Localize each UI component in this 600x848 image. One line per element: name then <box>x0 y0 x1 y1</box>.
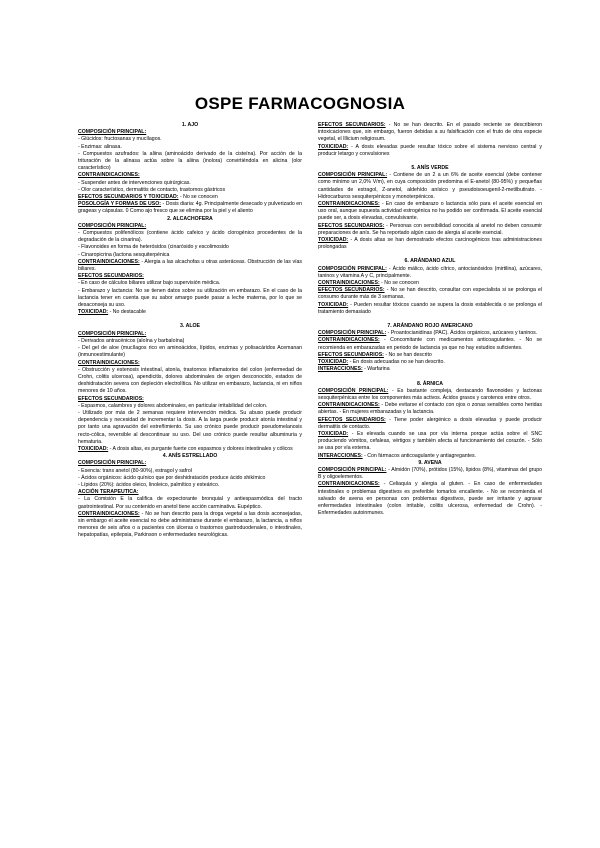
paragraph <box>78 309 302 316</box>
page-title: OSPE FARMACOGNOSIA <box>194 94 406 113</box>
field-text: - Tiene poder alergénico a dosis elevadas y puede producir dermatitis de contacto. <box>318 416 542 430</box>
paragraph <box>78 280 302 287</box>
field-text: - Personas con sensibilidad conocida al anetol no deben consumir preparaciones de anís. Se ha reportado algún caso de alergia al aceite esencial. <box>318 222 542 236</box>
section-heading: 7. ARÁNDANO ROJO AMERICANO <box>387 323 473 330</box>
paragraph <box>318 481 542 517</box>
paragraph <box>78 144 302 151</box>
paragraph <box>318 280 542 287</box>
field-text: - Celiaquía y alergia al gluten. - En caso de enfermedades intestinales o problemas digestivos es preferible tomarlos encallente. - No se recomienda el salvado de avena en personas con problemas digestivos, puede ser irritante y agravar enfermedades intestinales (colon irritable, colitis ulcerosa, enfermedad de Crohn). - Enfermedades autoinmunes. <box>318 481 542 517</box>
field-label: CONTRAINDICACIONES: <box>78 359 140 366</box>
paragraph <box>78 252 302 259</box>
paragraph <box>318 330 542 337</box>
field-text: - Warfarina <box>362 366 390 373</box>
field-text: - Utilizado por más de 2 semanas requiere intervención médica. Su abuso puede producir dependencia y necesidad de incrementar la dosis. A la larga puede producir atonía intestinal y por tanto una agravación del estreñimiento. Su uso crónico puede producir pseudomelanosis recto-cólica, reversible al descontinuar su uso. Del uso crónico puede resultar albuminuria y hematuria. <box>78 409 302 445</box>
field-label: TOXICIDAD: <box>318 359 349 366</box>
field-text: - Con fármacos anticoagulante y antiagregantes. <box>362 452 476 459</box>
paragraph <box>318 223 542 237</box>
field-text: - Obstrucción y estenosis intestinal, atonía, trastornos inflamatorios del colon (enfermedad de Crohn, colitis ulcerosa), apendicitis, dolores abdominales de origen desconocido, estados de deshidratación severa con depleción electrolítica. No utilizar en embarazo, lactancia, ni en niños menores de 10 años. <box>78 366 302 395</box>
field-text: - No se han descrito, consultar con especialista si se prolonga el consumo durante más de 3 semanas. <box>318 287 542 301</box>
field-label: TOXICIDAD: <box>78 445 109 452</box>
field-label: COMPOSICIÓN PRINCIPAL: <box>318 466 387 473</box>
paragraph <box>78 230 302 244</box>
paragraph <box>318 431 542 453</box>
paragraph <box>318 402 542 416</box>
field-label: COMPOSICIÓN PRINCIPAL: <box>78 460 147 467</box>
field-label: CONTRAINDICACIONES: <box>318 201 380 208</box>
paragraph <box>318 287 542 301</box>
field-label: CONTRAINDICACIONES: <box>78 172 140 179</box>
paragraph <box>318 352 542 359</box>
field-label: CONTRAINDICACIONES: <box>318 280 380 287</box>
field-text: - Ácidos orgánicos: ácido quínico que por deshidratación produce ácido shikímico <box>78 474 266 481</box>
paragraph <box>78 331 302 338</box>
field-text: - A dosis altas se han demostrado efectos carcinogénicos tras administraciones prolongadas <box>318 237 542 251</box>
paragraph <box>318 359 542 366</box>
paragraph <box>78 244 302 251</box>
field-text: - Del gel de aloe (mucílagos rico en aminoácidos, lípidos, enzimas y polisacáridos Acemanan (inmunoestimulante) <box>78 345 302 359</box>
paragraph <box>78 496 302 510</box>
field-label: COMPOSICIÓN PRINCIPAL: <box>318 330 387 337</box>
paragraph <box>78 489 302 496</box>
section-heading: 8. ÁRNICA <box>417 380 443 387</box>
field-text: - Es bastante compleja, destacando flavonoides y lactonas sesquiterpénicas entre los componentes más activos. Ácidos grasos y carotenos entre otros. <box>318 387 542 401</box>
section-heading: 4. ANÍS ESTRELLADO <box>162 453 218 460</box>
paragraph <box>78 259 302 273</box>
field-text: - Flavonoides en forma de heterósidos (cinarósido y escolimosido <box>78 244 229 251</box>
paragraph <box>78 273 302 280</box>
field-text: - Derivados antracénicos (aloína y barbaloína) <box>78 337 185 344</box>
field-text: - No se han descrito. En el pasado reciente se describieron intoxicaciones que, sin embargo, fueron debidas a su falsificación con el fruto de otra especie vegetal, el Illicium religiosum. <box>318 122 542 143</box>
field-text: - Almidón (70%), prótidos (15%), lípidos (8%), vitaminas del grupo B y oligoelementos. <box>318 466 542 481</box>
paragraph <box>318 122 542 144</box>
field-text: - Olor característico, dermatitis de contacto, trastornos gástricos <box>78 186 226 193</box>
field-label: COMPOSICIÓN PRINCIPAL: <box>78 330 147 337</box>
field-label: ACCIÓN TERAPEUTICA: <box>78 489 139 496</box>
section-heading: 3. ALOE <box>180 323 200 330</box>
field-label: EFECTOS SECUNDARIOS Y TOXICIDAD: <box>78 194 179 201</box>
section-heading: 6. ARÁNDANO AZUL <box>404 258 456 265</box>
field-text: - No destacable <box>108 309 146 316</box>
field-text: - No se conocen <box>178 194 218 201</box>
field-label: TOXICIDAD: <box>318 430 349 437</box>
paragraph <box>318 366 542 373</box>
field-text: - En caso de embarazo o lactancia sólo para el aceite esencial en uso oral, aunque supuesta actividad estrogénica no ha podido ser confirmada. El aceite esencial puede ser, a dosis elevadas, convulsivante. <box>318 201 542 222</box>
field-label: EFECTOS SECUNDARIOS: <box>318 351 384 358</box>
paragraph <box>78 172 302 179</box>
paragraph <box>318 266 542 280</box>
field-label: COMPOSICIÓN PRINCIPAL: <box>318 172 388 179</box>
field-text: - Ácido málico, ácido cítrico, antocianósidos (mirtilina), azúcares, taninos y vitamina A y C, principalmente. <box>318 265 542 279</box>
field-text: - Es elevada cuando se usa por vía interna porque actúa sobre el SNC produciendo vómitos, cefaleas, vértigos y también afecta al funcionamiento del corazón. - Sólo se usa por vía externa. <box>318 430 542 452</box>
field-text: - Contiene de un 2 a un 6% de aceite esencial (debe contener como mínimo un 2,0% V/m), en cuya composición predomina el E-anetol (80-95%) y pequeñas cantidades de estragol, Z-anetol, aldehído anísico y pseudoisoeugenil-2-metilbutirato. - Hidrocarburos sesquiterpénicos y monoterpénicos. <box>318 172 542 200</box>
paragraph <box>78 201 302 215</box>
field-label: TOXICIDAD: <box>78 309 109 316</box>
field-text: - Proantocianidinas (PAC). Ácidos orgánicos, azúcares y taninos. <box>386 330 538 337</box>
paragraph <box>318 172 542 201</box>
field-label: INTERACCIONES: <box>318 452 363 459</box>
paragraph <box>318 144 542 158</box>
field-label: TOXICIDAD: <box>318 237 349 244</box>
paragraph <box>78 410 302 446</box>
field-text: - Dosis diaria: 4g. Principalmente desecado y pulverizado en grageas y cápsulas. 0 Como ajo fresco que se elimina por la piel y el aliento <box>78 201 302 215</box>
field-label: CONTRAINDICACIONES: <box>78 258 140 265</box>
field-text: - Suspender antes de intervenciones quirúrgicas. <box>78 179 191 186</box>
field-text: - Concomitante con medicamentos anticoagulantes. - No se recomienda en embarazadas en periodo de lactancia ya que no hay estudios suficientes. <box>318 337 542 351</box>
paragraph <box>78 151 302 173</box>
field-text: - No se han descrito <box>383 351 432 358</box>
field-text: - Esencia: trans anetol (80-90%), estragol y safrol <box>78 467 192 474</box>
paragraph <box>78 136 302 143</box>
field-text: - No se conocen <box>379 280 419 287</box>
field-text: - En dosis adecuadas no se han descrito. <box>348 359 445 366</box>
paragraph <box>78 475 302 482</box>
field-label: EFECTOS SECUNDARIOS: <box>318 122 386 128</box>
field-text: - Enzimas: alinasa. <box>78 143 122 150</box>
field-label: CONTRAINDICACIONES: <box>318 337 380 344</box>
field-label: EFECTOS SECUNDARIOS: <box>78 273 144 280</box>
field-text: - Embarazo y lactancia: No se tienen datos sobre su utilización en embarazo. En el caso de la lactancia tener en cuenta que su sabor amargo puede pasar a leche materna, por lo que se desaconseja su uso. <box>78 287 302 309</box>
paragraph <box>78 360 302 367</box>
field-text: - Compuestos azufrados: la aliina (aminoácido derivado de la cisteína). Por acción de la trituración de la alinasa actúa sobre la aliina (inolora) convirtiéndola en alicina (olor característico) <box>78 150 302 172</box>
field-text: - Espasmos, calambres y dolores abdominales, en particular irritabilidad del colon. <box>78 402 268 409</box>
field-label: EFECTOS SECUNDARIOS: <box>318 222 385 229</box>
field-label: CONTRAINDICACIONES: <box>318 481 380 488</box>
section-heading: 5. ANÍS VERDE <box>411 165 449 172</box>
field-label: TOXICIDAD: <box>318 143 349 150</box>
paragraph <box>78 367 302 396</box>
field-label: COMPOSICIÓN PRINCIPAL: <box>78 222 147 229</box>
paragraph <box>78 460 302 467</box>
field-text: - Lípidos (20%): ácidos oleico, linoleico, palmítico y esteárico. <box>78 481 220 488</box>
left-column <box>78 122 302 540</box>
field-label: EFECTOS SECUNDARIOS: <box>318 287 385 294</box>
field-label: EFECTOS SECUNDARIOS: <box>78 395 144 402</box>
field-label: INTERACCIONES: <box>318 366 363 373</box>
field-text: - Glúcidos: fructosanas y mucílagos. <box>78 136 162 143</box>
paragraph <box>318 302 542 316</box>
paragraph <box>78 180 302 187</box>
paragraph <box>318 388 542 402</box>
paragraph <box>78 288 302 310</box>
field-label: COMPOSICIÓN PRINCIPAL: <box>78 129 147 136</box>
field-text: - Compuestos polifenólicos (contiene ácido cafeico y ácido clorogénico procedentes de la degradación de la cinarina). <box>78 230 302 244</box>
field-text: - La Comisión E la califica de expectorante bronquial y antiespasmódica del tracto gastrointestinal. Por su contenido en anetol tiene acción carminativa. Eupéptico. <box>78 496 302 510</box>
field-text: - A dosis elevadas puede resultar tóxico sobre el sistema nervioso central y producir letargo y convulsiones <box>318 143 542 157</box>
field-text: - Debe evitarse el contacto con ojos o zonas sensibles como heridas abiertas. - En mujeres embarazadas y la lactancia. <box>318 402 542 416</box>
field-text: - A dosis altas, es purgante fuerte con espasmos y dolores intestinales y cólicos <box>108 445 293 452</box>
field-label: CONTRAINDICACIONES: <box>78 510 140 517</box>
paragraph <box>318 417 542 431</box>
paragraph <box>318 453 542 460</box>
field-label: POSOLOGÍA Y FORMAS DE USO: <box>78 201 162 208</box>
paragraph <box>78 511 302 540</box>
paragraph <box>318 201 542 223</box>
paragraph <box>78 338 302 345</box>
section-heading: 2. ALCACHOFERA <box>167 215 213 222</box>
paragraph <box>78 187 302 194</box>
paragraph <box>78 403 302 410</box>
paragraph <box>78 345 302 359</box>
paragraph <box>78 129 302 136</box>
field-text: - Cinaropicrina (lactona sesquiterpénica <box>78 251 170 258</box>
field-text: - No se han descrito para la droga vegetal a las dosis aconsejadas, sin embargo el aceite esencial no debe administrarse durante el embarazo, la lactancia, a niños menores de seis años o a pacientes con úlceras o trastornos gastroduodenales, o intestinales, hepatopatías, epilepsia, Parkinson o enfermedades neurológicas. <box>78 510 302 539</box>
field-text: - En caso de cálculos biliares utilizar bajo supervisión médica. <box>78 280 221 287</box>
paragraph <box>78 223 302 230</box>
paragraph <box>318 237 542 251</box>
paragraph <box>78 468 302 475</box>
section-heading: 9. AVENA <box>418 459 442 466</box>
field-text: - Alergia a las alcachofas u otras asteráceas. Obstrucción de las vías biliares. <box>78 258 302 273</box>
field-label: COMPOSICIÓN PRINCIPAL: <box>318 387 389 394</box>
field-label: EFECTOS SECUNDARIOS: <box>318 416 386 423</box>
field-text: - Pueden resultar tóxicos cuando se supera la dosis establecida o se prolonga el tratamiento demasiado <box>318 301 542 315</box>
section-heading: 1. AJO <box>181 122 199 128</box>
field-label: TOXICIDAD: <box>318 301 349 308</box>
field-label: CONTRAINDICACIONES: <box>318 402 380 409</box>
paragraph <box>78 396 302 403</box>
paragraph <box>318 467 542 481</box>
field-label: COMPOSICIÓN PRINCIPAL: <box>318 265 387 272</box>
paragraph <box>318 337 542 351</box>
right-column <box>318 122 542 517</box>
